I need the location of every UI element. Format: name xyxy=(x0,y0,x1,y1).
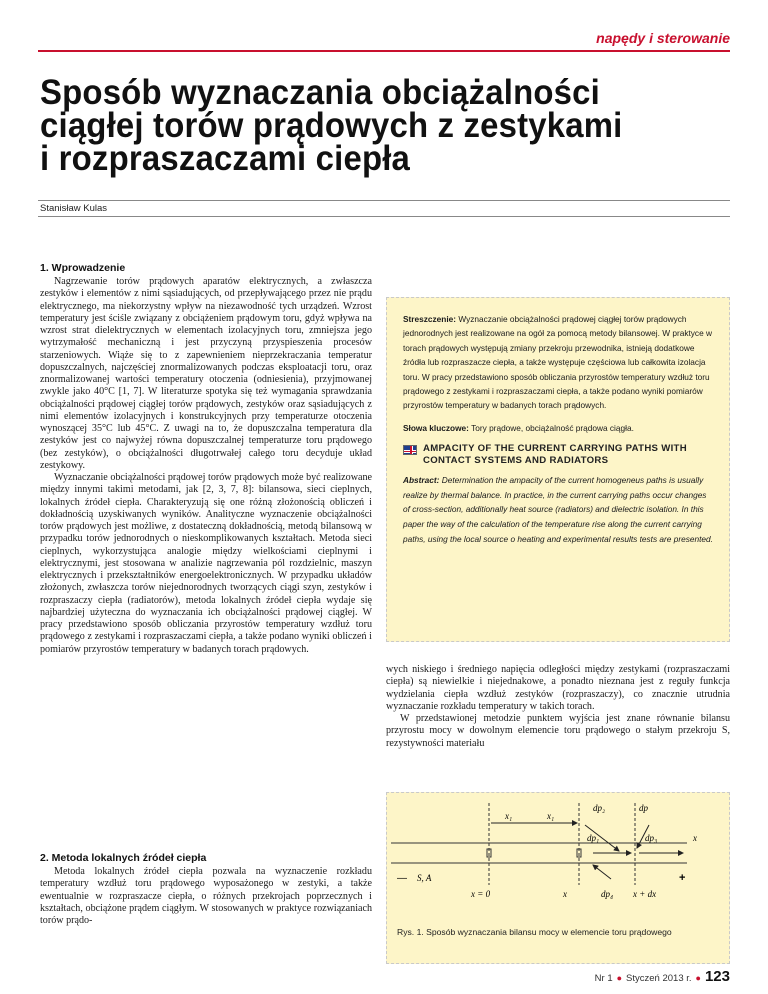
english-title-row xyxy=(403,443,713,467)
section-divider xyxy=(38,50,730,52)
footer-date: Styczeń 2013 r. xyxy=(626,973,692,984)
page-number: 123 xyxy=(704,968,730,985)
label-s-a: S, A xyxy=(417,873,432,883)
left-column xyxy=(40,262,372,656)
abstract-box xyxy=(386,297,730,642)
page-footer xyxy=(595,968,730,985)
label-dp: dp xyxy=(639,803,648,813)
article-title xyxy=(40,73,740,178)
footer-bullet-1: ● xyxy=(616,973,623,983)
abstract-pl-label: Streszczenie: xyxy=(403,314,457,324)
abstract-en xyxy=(403,473,713,546)
footer-issue: Nr 1 xyxy=(594,973,613,984)
author-rule-top xyxy=(38,200,730,201)
title-line-1: Sposób wyznaczania obciążalności xyxy=(40,73,600,112)
label-x0: x = 0 xyxy=(471,889,491,899)
section-tag: napędy i sterowanie xyxy=(596,30,730,46)
label-minus: — xyxy=(397,873,407,884)
label-dp2: dp₂ xyxy=(593,803,606,813)
label-x-bottom: x xyxy=(563,889,567,899)
section-1-heading: 1. Wprowadzenie xyxy=(40,262,126,274)
english-title: AMPACITY OF THE CURRENT CARRYING PATHS WITH CONTACT SYSTEMS AND RADIATORS xyxy=(423,443,687,467)
footer-bullet-2: ● xyxy=(695,973,701,983)
figure-diagram xyxy=(387,793,731,965)
section-1-paragraph-1: Nagrzewanie torów prądowych aparatów elektrycznych, a zwłaszcza zestyków i elementów z nimi sąsiadujących, od przepływającego przez nie prądu elektrycznego, ma niekorzystny wpływ na niezawodność tych urządzeń. Wzrost temperatury jest ściśle związany z obciążeniem prądowym toru, gdyż wpływa na wzrost strat dielektrycznych w elementach izolacyjnych toru, zmniejsza jego wytrzymałość mechaniczną i jest przyczyną przyspieszenia procesów starzeniowych. Wiąże się to z zapewnieniem nieprzekraczania temperatur dopuszczalnych, najczęściej znormalizowanych podczas eksploatacji toru, oraz znormalizowanej wartości temperatury otoczenia (odniesienia), przyjmowanej zwykle jako 40°C [1, 7]. W literaturze spotyka się też wymagania sprawdzania obciążalności prądowej ciągłej torów prądowych, zestyków oraz sąsiadujących z nimi elementów izolacyjnych i konstrukcyjnych przy temperaturze otoczenia wynoszącej 35°C lub 45°C. Z uwagi na to, że dopuszczalna temperatura dla zestyków jest co najwyżej równa dopuszczalnej temperaturze toru prądowego (bez zestyków), o obciążalności długotrwałej całego toru decyduje układ zestykowy. xyxy=(40,276,372,471)
keywords-label: Słowa kluczowe: xyxy=(403,422,469,433)
dp4-arrow xyxy=(593,865,611,879)
section-1-paragraph-2: Wyznaczanie obciążalności prądowej torów prądowych może być realizowane między innymi takimi metodami, jak [2, 3, 7, 8]: bilansowa, sieci cieplnych, lokalnych źródeł ciepła. Charakteryzują się one różną złożonością obliczeń i dokładnością uzyskiwanych wyników. Analityczne wyznaczenie obciążalności torów prądowych jest możliwe, z dostateczną dokładnością, metodą bilansową w przypadku torów jednorodnych o nieskomplikowanych kształtach. Metoda sieci cieplnych, wykorzystująca analogie między wielkościami cieplnymi i elektrycznymi, jest stosowana w analizie nagrzewania pól rozdzielnic, maszyn elektrycznych i przekształtników energoelektronicznych. W przypadku układów złożonych, zwłaszcza torów niejednorodnych tworzących ciągi szyn, zestyków i rozpraszaczy ciepła (radiatorów), metoda lokalnych źródeł ciepła wydaje się najbardziej użyteczna do wyznaczania ich obciążalności prądowej ciągłej. W pracy przedstawiono sposób obliczania przyrostów temperatury wzdłuż toru prądowego z zestykami i rozpraszaczami ciepła, a także podano wyniki obliczeń i pomiarów przyrostów temperatury w badanych torach prądowych. xyxy=(40,472,372,655)
right-paragraph-2: W przedstawionej metodzie punktem wyjścia jest znane równanie bilansu przyrostu mocy w dowolnym elemencie toru prądowego o stałym przekroju S, rezystywności materiału xyxy=(386,713,730,749)
abstract-pl xyxy=(403,312,713,413)
right-column-text xyxy=(386,664,730,750)
keywords-text: Tory prądowe, obciążalność prądowa ciągła. xyxy=(468,422,634,433)
title-line-2: ciągłej torów prądowych z zestykami xyxy=(40,106,623,145)
label-x-axis: x xyxy=(693,833,697,843)
label-x1-a: x₁ xyxy=(505,811,513,821)
abstract-en-label: Abstract: xyxy=(403,475,440,486)
label-x-plus-dx: x + dx xyxy=(633,889,657,899)
author-rule-bottom xyxy=(38,216,730,217)
abstract-en-text: Determination the ampacity of the current homogeneus paths is usually realize by thermal balance. In practice, in the current carrying paths occur changes of cross-section, additionally heat source (radiators) and dielectric isolation. In this paper the way of the calculation of the temperature rise along the current carrying paths, using the local source o heating and experimental results tests are presented. xyxy=(403,475,713,544)
label-dp4: dp₄ xyxy=(601,889,614,899)
title-line-3: i rozpraszaczami ciepła xyxy=(40,139,411,178)
label-plus: + xyxy=(679,872,686,884)
label-x1-b: x₁ xyxy=(547,811,555,821)
abstract-pl-text: Wyznaczanie obciążalności prądowej ciągłej torów prądowych jednorodnych jest realizowane na ogół za pomocą metody bilansowej. W praktyce w torach prądowych występują zmiany przekroju przewodnika, istnieją dodatkowe źródła lub rozpraszacze ciepła, a także występuje częściowa lub całkowita izolacja toru. W pracy przedstawiono sposób obliczania przyrostów temperatury wzdłuż toru prądowego z zestykami i rozpraszaczami ciepła, a także podano wyniki pomiarów przyrostów temperatury w badanych torach prądowych. xyxy=(403,314,712,411)
figure-caption: Rys. 1. Sposób wyznaczania bilansu mocy w elemencie toru prądowego xyxy=(397,927,672,937)
author: Stanisław Kulas xyxy=(40,203,108,214)
uk-flag-icon xyxy=(403,445,417,455)
section-2-paragraph-1: Metoda lokalnych źródeł ciepła pozwala na wyznaczenie rozkładu temperatury wzdłuż toru prądowego wyposażonego w zestyki, a także ewentualnie w rozpraszacze ciepła, o różnych przekrojach poprzecznych i kształtach, obciążone prądem ciągłym. W stosowanych w praktyce rozwiązaniach torów prądo- xyxy=(40,866,372,926)
label-dp1: dp₁ xyxy=(587,833,600,843)
section-2-heading: 2. Metoda lokalnych źródeł ciepła xyxy=(40,852,207,864)
section-2 xyxy=(40,852,372,927)
figure-1 xyxy=(386,792,730,964)
right-paragraph-1: wych niskiego i średniego napięcia odległości między zestykami (rozpraszaczami ciepła) są niewielkie i niejednakowe, a ponadto nieznana jest z reguły funkcja wydzielania ciepła wzdłuż zestyków (rozpraszaczy), co znacznie utrudnia wyznaczanie rozkładu temperatury w takich torach. xyxy=(386,664,730,712)
label-dp3: dp₃ xyxy=(645,833,658,843)
keywords xyxy=(403,421,713,435)
